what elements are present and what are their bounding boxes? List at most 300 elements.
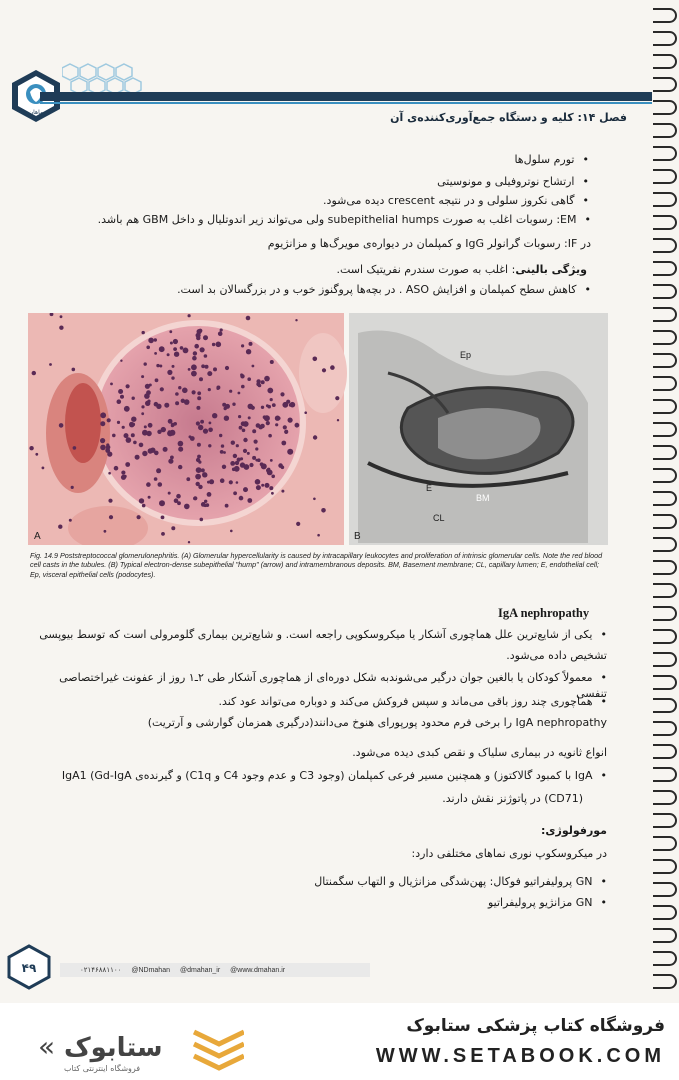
cell-nucleus (238, 392, 241, 395)
cell-nucleus (269, 486, 273, 490)
cell-nucleus (148, 423, 153, 428)
cell-nucleus (255, 447, 258, 450)
spiral-ring (653, 721, 677, 736)
clinical-line (336, 262, 587, 278)
cell-nucleus (200, 420, 204, 424)
cell-nucleus (248, 404, 254, 410)
cell-nucleus (109, 515, 113, 519)
spiral-ring (653, 31, 677, 46)
cell-nucleus (241, 385, 245, 389)
cell-nucleus (255, 459, 258, 462)
cell-nucleus (107, 418, 111, 422)
cell-nucleus (32, 371, 36, 375)
cell-nucleus (100, 421, 105, 426)
cell-nucleus (289, 403, 293, 407)
cell-nucleus (174, 352, 179, 357)
cell-nucleus (169, 330, 172, 333)
cell-nucleus (192, 390, 196, 394)
cell-nucleus (249, 463, 253, 467)
cell-nucleus (200, 347, 205, 352)
spiral-ring (653, 675, 677, 690)
cell-nucleus (204, 354, 208, 358)
cell-nucleus (196, 406, 200, 410)
cell-nucleus (236, 444, 239, 447)
spiral-ring (653, 905, 677, 920)
cell-nucleus (180, 346, 184, 350)
footer-phone: ۰۲۱۴۶۸۸۱۱۰۰ (80, 967, 122, 974)
cell-nucleus (167, 370, 172, 375)
cell-nucleus (196, 482, 200, 486)
cell-nucleus (154, 451, 159, 456)
cell-nucleus (104, 530, 107, 533)
cell-nucleus (156, 468, 161, 473)
cell-nucleus (313, 498, 316, 501)
iga-bullet-pathogenesis-cont: (CD71) در پاتوژنز نقش دارند. (442, 792, 583, 805)
cell-nucleus (196, 458, 200, 462)
cell-nucleus (247, 377, 251, 381)
cell-nucleus (167, 353, 170, 356)
micrograph-panel-a (28, 313, 347, 545)
cell-nucleus (105, 448, 110, 453)
cell-nucleus (207, 481, 210, 484)
spiral-ring (653, 928, 677, 943)
footer-website[interactable]: @www.dmahan.ir (230, 966, 286, 974)
cell-nucleus (254, 440, 258, 444)
cell-nucleus (191, 364, 197, 370)
cell-nucleus (144, 393, 150, 399)
cell-nucleus (195, 474, 201, 480)
cell-nucleus (288, 418, 293, 423)
cell-nucleus (71, 486, 74, 489)
cell-nucleus (201, 502, 206, 507)
cell-nucleus (169, 430, 175, 436)
cell-nucleus (281, 441, 286, 446)
cell-nucleus (296, 522, 300, 526)
cell-nucleus (242, 429, 246, 433)
spiral-ring (653, 238, 677, 253)
iga-hsp-relation: IgA nephropathy را برخی فرم محدود پورپورای هنوخ می‌دانند(درگیری همزمان گوارشی و آرتریت) (147, 716, 607, 729)
cell-nucleus (225, 366, 229, 370)
cell-nucleus (271, 492, 274, 495)
footer-twitter: @NDmahan (131, 966, 170, 974)
cell-nucleus (240, 374, 244, 378)
cell-nucleus (330, 365, 335, 370)
cell-nucleus (203, 335, 208, 340)
cell-nucleus (240, 462, 245, 467)
cell-nucleus (72, 368, 76, 372)
cell-nucleus (281, 490, 284, 493)
cell-nucleus (208, 444, 211, 447)
spiral-ring (653, 146, 677, 161)
cell-nucleus (106, 443, 109, 446)
cell-nucleus (148, 338, 154, 344)
iga-bullet-hematuria: • هماچوری چند روز باقی می‌ماند و سپس فروکش می‌کند و دوباره می‌تواند عود کند. (218, 694, 607, 710)
cell-nucleus (233, 491, 237, 495)
cell-nucleus (221, 444, 224, 447)
cell-nucleus (148, 448, 153, 453)
svg-text:فروشگاه اینترنتی کتاب: فروشگاه اینترنتی کتاب (64, 1064, 141, 1073)
cell-nucleus (135, 455, 140, 460)
cell-nucleus (168, 492, 171, 495)
cell-nucleus (168, 419, 173, 424)
cell-nucleus (121, 475, 126, 480)
cell-nucleus (35, 453, 38, 456)
header-hex-pattern (62, 62, 172, 96)
svg-text:«: « (38, 1030, 56, 1063)
svg-text:A: A (34, 531, 41, 542)
cell-nucleus (144, 425, 147, 428)
cell-nucleus (178, 441, 184, 447)
cell-nucleus (220, 328, 223, 331)
cell-nucleus (213, 367, 217, 371)
cell-nucleus (256, 379, 260, 383)
spiral-ring (653, 307, 677, 322)
cell-nucleus (164, 403, 169, 408)
cell-nucleus (186, 477, 190, 481)
cell-nucleus (247, 498, 252, 503)
cell-nucleus (189, 435, 192, 438)
cell-nucleus (178, 465, 182, 469)
cell-nucleus (212, 343, 215, 346)
cell-nucleus (139, 443, 144, 448)
cell-nucleus (225, 504, 229, 508)
cell-nucleus (232, 468, 236, 472)
spiral-ring (653, 123, 677, 138)
cell-nucleus (266, 421, 270, 425)
cell-nucleus (285, 430, 288, 433)
cell-nucleus (171, 526, 175, 530)
cell-nucleus (230, 530, 233, 533)
cell-nucleus (233, 454, 237, 458)
cell-nucleus (154, 352, 157, 355)
clinical-heading: ویژگی بالینی (515, 263, 587, 276)
cell-nucleus (219, 434, 222, 437)
cell-nucleus (49, 363, 52, 366)
spiral-ring (653, 376, 677, 391)
bullet-em-findings: • EM: رسوبات اغلب به صورت subepithelial humps ولی می‌تواند زیر اندوتلیال و داخل GBM هم باشد. (51, 212, 591, 228)
cell-nucleus (147, 400, 150, 403)
cell-nucleus (129, 422, 134, 427)
cell-nucleus (155, 378, 159, 382)
cell-nucleus (203, 473, 207, 477)
cell-nucleus (172, 365, 175, 368)
cell-nucleus (252, 429, 256, 433)
iga-bullet-pathogenesis: • IgA با کمبود گالاکتوز) و همچنین مسیر فرعی کمپلمان (وجود C3 و عدم وجود C4 و C1q) و گیرنده‌ی IgA1 (Gd-IgA (17, 768, 607, 784)
cell-nucleus (184, 504, 190, 510)
morphology-item: • GN مزانژیو پرولیفراتیو (488, 895, 607, 911)
cell-nucleus (139, 498, 144, 503)
cell-nucleus (133, 441, 137, 445)
cell-nucleus (246, 349, 251, 354)
iga-heading: IgA nephropathy (498, 606, 590, 620)
cell-nucleus (142, 504, 146, 508)
svg-text:ماهان: ماهان (28, 109, 44, 116)
cell-nucleus (173, 339, 178, 344)
cell-nucleus (159, 346, 165, 352)
cell-nucleus (277, 417, 280, 420)
morphology-heading: مورفولوژی: (541, 824, 607, 837)
cell-nucleus (275, 423, 278, 426)
cell-nucleus (176, 494, 181, 499)
bullet-crescent: • گاهی نکروز سلولی و در نتیجه crescent دیده می‌شود. (323, 193, 589, 209)
cell-nucleus (117, 421, 120, 424)
spiral-ring (653, 491, 677, 506)
cell-nucleus (188, 314, 191, 317)
cell-nucleus (100, 438, 105, 443)
cell-nucleus (73, 446, 77, 450)
cell-nucleus (241, 344, 244, 347)
footer-contact-bar (60, 963, 370, 977)
spiral-ring (653, 445, 677, 460)
spiral-ring (653, 767, 677, 782)
cell-nucleus (59, 423, 64, 428)
spiral-ring (653, 882, 677, 897)
cell-nucleus (261, 406, 264, 409)
cell-nucleus (243, 487, 248, 492)
spiral-binding (653, 0, 679, 1003)
cell-nucleus (200, 518, 204, 522)
cell-nucleus (321, 508, 326, 513)
cell-nucleus (197, 455, 201, 459)
svg-text:۴۹: ۴۹ (21, 961, 37, 975)
cell-nucleus (126, 437, 132, 443)
cell-nucleus (42, 467, 45, 470)
svg-text:BM: BM (476, 493, 490, 503)
cell-nucleus (197, 391, 201, 395)
cell-nucleus (201, 468, 205, 472)
cell-nucleus (317, 534, 320, 537)
cell-nucleus (100, 412, 106, 418)
cell-nucleus (255, 479, 261, 485)
spiral-ring (653, 537, 677, 552)
cell-nucleus (122, 426, 125, 429)
cell-nucleus (197, 396, 201, 400)
iga-bullet-young-adults: • معمولاً کودکان یا بالغین جوان درگیر می‌شوندبه شکل دوره‌ای از هماچوری آشکار طی ۲ـ۱ روز از عفونت غیراختصاصی تنفسی (37, 670, 607, 702)
cell-nucleus (248, 416, 251, 419)
cell-nucleus (272, 403, 276, 407)
cell-nucleus (270, 459, 273, 462)
cell-nucleus (209, 422, 212, 425)
if-findings: در IF: رسوبات گرانولر IgG و کمپلمان در دیواره‌ی مویرگ‌ها و مزانژیوم (267, 237, 591, 250)
cell-nucleus (175, 401, 179, 405)
cell-nucleus (225, 404, 230, 409)
spiral-ring (653, 77, 677, 92)
cell-nucleus (120, 395, 124, 399)
spiral-ring (653, 974, 677, 989)
cell-nucleus (243, 449, 247, 453)
cell-nucleus (132, 397, 135, 400)
spiral-ring (653, 169, 677, 184)
cell-nucleus (146, 346, 150, 350)
cell-nucleus (286, 400, 290, 404)
cell-nucleus (232, 403, 235, 406)
cell-nucleus (192, 356, 197, 361)
cell-nucleus (148, 496, 151, 499)
cell-nucleus (281, 466, 285, 470)
cell-nucleus (159, 500, 165, 506)
cell-nucleus (161, 516, 165, 520)
cell-nucleus (108, 472, 111, 475)
cell-nucleus (243, 421, 249, 427)
cell-nucleus (256, 485, 261, 490)
cell-nucleus (249, 342, 253, 346)
cell-nucleus (168, 459, 173, 464)
spiral-ring (653, 698, 677, 713)
cell-nucleus (264, 376, 270, 382)
spiral-ring (653, 606, 677, 621)
spiral-ring (653, 813, 677, 828)
cell-nucleus (182, 388, 188, 394)
bullet-complement-aso: • کاهش سطح کمپلمان و افزایش ASO . در بچه‌ها پروگنوز خوب و در بزرگسالان بد است. (177, 282, 591, 298)
spiral-ring (653, 422, 677, 437)
cell-nucleus (191, 371, 197, 377)
cell-nucleus (270, 398, 273, 401)
cell-nucleus (171, 424, 174, 427)
store-title: فروشگاه کتاب پزشکی ستابوک (406, 1016, 665, 1036)
cell-nucleus (163, 447, 168, 452)
cell-nucleus (261, 484, 264, 487)
cell-nucleus (212, 413, 217, 418)
cell-nucleus (142, 451, 147, 456)
spiral-ring (653, 836, 677, 851)
spiral-ring (653, 284, 677, 299)
spiral-ring (653, 514, 677, 529)
figure-caption: Fig. 14.9 Poststreptococcal glomerulonephritis. (A) Glomerular hypercellularity is caused by intracapillary leukocytes and proliferation of intrinsic glomerular cells. Note the red blood cell casts in the tubules. (B) Typical electron-dense subepithelial "hump" (arrow) and intramembranous deposits. BM, Basement membrane; CL, capillary lumen; E, endothelial cell; Ep, visceral epithelial cells (podocytes). (30, 551, 603, 579)
cell-nucleus (205, 503, 209, 507)
cell-nucleus (229, 480, 233, 484)
cell-nucleus (220, 450, 224, 454)
cell-nucleus (156, 364, 159, 367)
cell-nucleus (237, 458, 241, 462)
cell-nucleus (131, 417, 136, 422)
cell-nucleus (196, 421, 200, 425)
cell-nucleus (144, 362, 147, 365)
cell-nucleus (218, 331, 223, 336)
cell-nucleus (160, 387, 164, 391)
footer-instagram: @dmahan_ir (179, 966, 221, 974)
cell-nucleus (208, 388, 211, 391)
cell-nucleus (158, 482, 163, 487)
cell-nucleus (188, 368, 191, 371)
cell-nucleus (149, 384, 152, 387)
cell-nucleus (193, 497, 196, 500)
bullet-neutrophil-infiltration: • ارتشاح نوتروفیلی و مونوسیتی (437, 174, 589, 190)
cell-nucleus (193, 351, 197, 355)
cell-nucleus (271, 475, 275, 479)
cell-nucleus (313, 357, 318, 362)
cell-nucleus (120, 360, 122, 362)
clinical-text: : اغلب به صورت سندرم نفریتیک است. (336, 263, 516, 276)
cell-nucleus (59, 326, 63, 330)
cell-nucleus (295, 423, 300, 428)
spiral-ring (653, 468, 677, 483)
cell-nucleus (58, 525, 62, 529)
spiral-ring (653, 744, 677, 759)
iga-secondary: انواع ثانویه در بیماری سلیاک و نقص کبدی دیده می‌شود. (352, 746, 607, 759)
cell-nucleus (137, 515, 141, 519)
cell-nucleus (69, 519, 72, 522)
cell-nucleus (184, 399, 190, 405)
cell-nucleus (194, 344, 199, 349)
cell-nucleus (146, 482, 151, 487)
cell-nucleus (203, 429, 208, 434)
cell-nucleus (154, 477, 158, 481)
cell-nucleus (117, 399, 122, 404)
cell-nucleus (126, 384, 130, 388)
cell-nucleus (265, 483, 270, 488)
cell-nucleus (287, 449, 293, 455)
cell-nucleus (239, 426, 243, 430)
cell-nucleus (258, 384, 262, 388)
cell-nucleus (197, 329, 202, 334)
cell-nucleus (304, 411, 307, 414)
cell-nucleus (108, 499, 112, 503)
cell-nucleus (207, 492, 212, 497)
cell-nucleus (142, 331, 145, 334)
cell-nucleus (157, 430, 161, 434)
cell-nucleus (313, 435, 317, 439)
cell-nucleus (60, 315, 63, 318)
cell-nucleus (118, 389, 123, 394)
cell-nucleus (283, 425, 287, 429)
cell-nucleus (170, 342, 173, 345)
cell-nucleus (178, 386, 181, 389)
cell-nucleus (216, 386, 220, 390)
cell-nucleus (141, 405, 144, 408)
cell-nucleus (142, 430, 148, 436)
svg-text:ستابوک: ستابوک (64, 1033, 163, 1063)
cell-nucleus (216, 342, 222, 348)
setabook-logo[interactable] (34, 1022, 244, 1074)
cell-nucleus (197, 443, 201, 447)
spiral-ring (653, 951, 677, 966)
spiral-ring (653, 261, 677, 276)
cell-nucleus (264, 415, 270, 421)
cell-nucleus (337, 419, 339, 421)
cell-nucleus (238, 415, 241, 418)
cell-nucleus (229, 390, 232, 393)
cell-nucleus (246, 316, 251, 321)
spiral-ring (653, 790, 677, 805)
figure-14-9 (28, 313, 608, 545)
cell-nucleus (121, 471, 125, 475)
spiral-ring (653, 215, 677, 230)
spiral-ring (653, 54, 677, 69)
cell-nucleus (322, 368, 326, 372)
cell-nucleus (159, 365, 162, 368)
cell-nucleus (222, 465, 226, 469)
spiral-ring (653, 629, 677, 644)
cell-nucleus (161, 532, 165, 536)
cell-nucleus (224, 416, 229, 421)
electron-micrograph-panel-b (349, 313, 608, 545)
cell-nucleus (170, 456, 174, 460)
spiral-ring (653, 652, 677, 667)
store-url[interactable]: WWW.SETABOOK.COM (375, 1045, 665, 1067)
svg-text:B: B (354, 531, 361, 542)
cell-nucleus (199, 377, 203, 381)
cell-nucleus (236, 481, 239, 484)
cell-nucleus (205, 365, 209, 369)
morphology-intro: در میکروسکوپ نوری نماهای مختلفی دارد: (411, 847, 607, 860)
cell-nucleus (261, 463, 267, 469)
spiral-ring (653, 100, 677, 115)
header-accent-line (40, 102, 652, 104)
cell-nucleus (141, 412, 144, 415)
cell-nucleus (267, 405, 271, 409)
svg-text:Ep: Ep (460, 350, 472, 360)
cell-nucleus (173, 347, 177, 351)
